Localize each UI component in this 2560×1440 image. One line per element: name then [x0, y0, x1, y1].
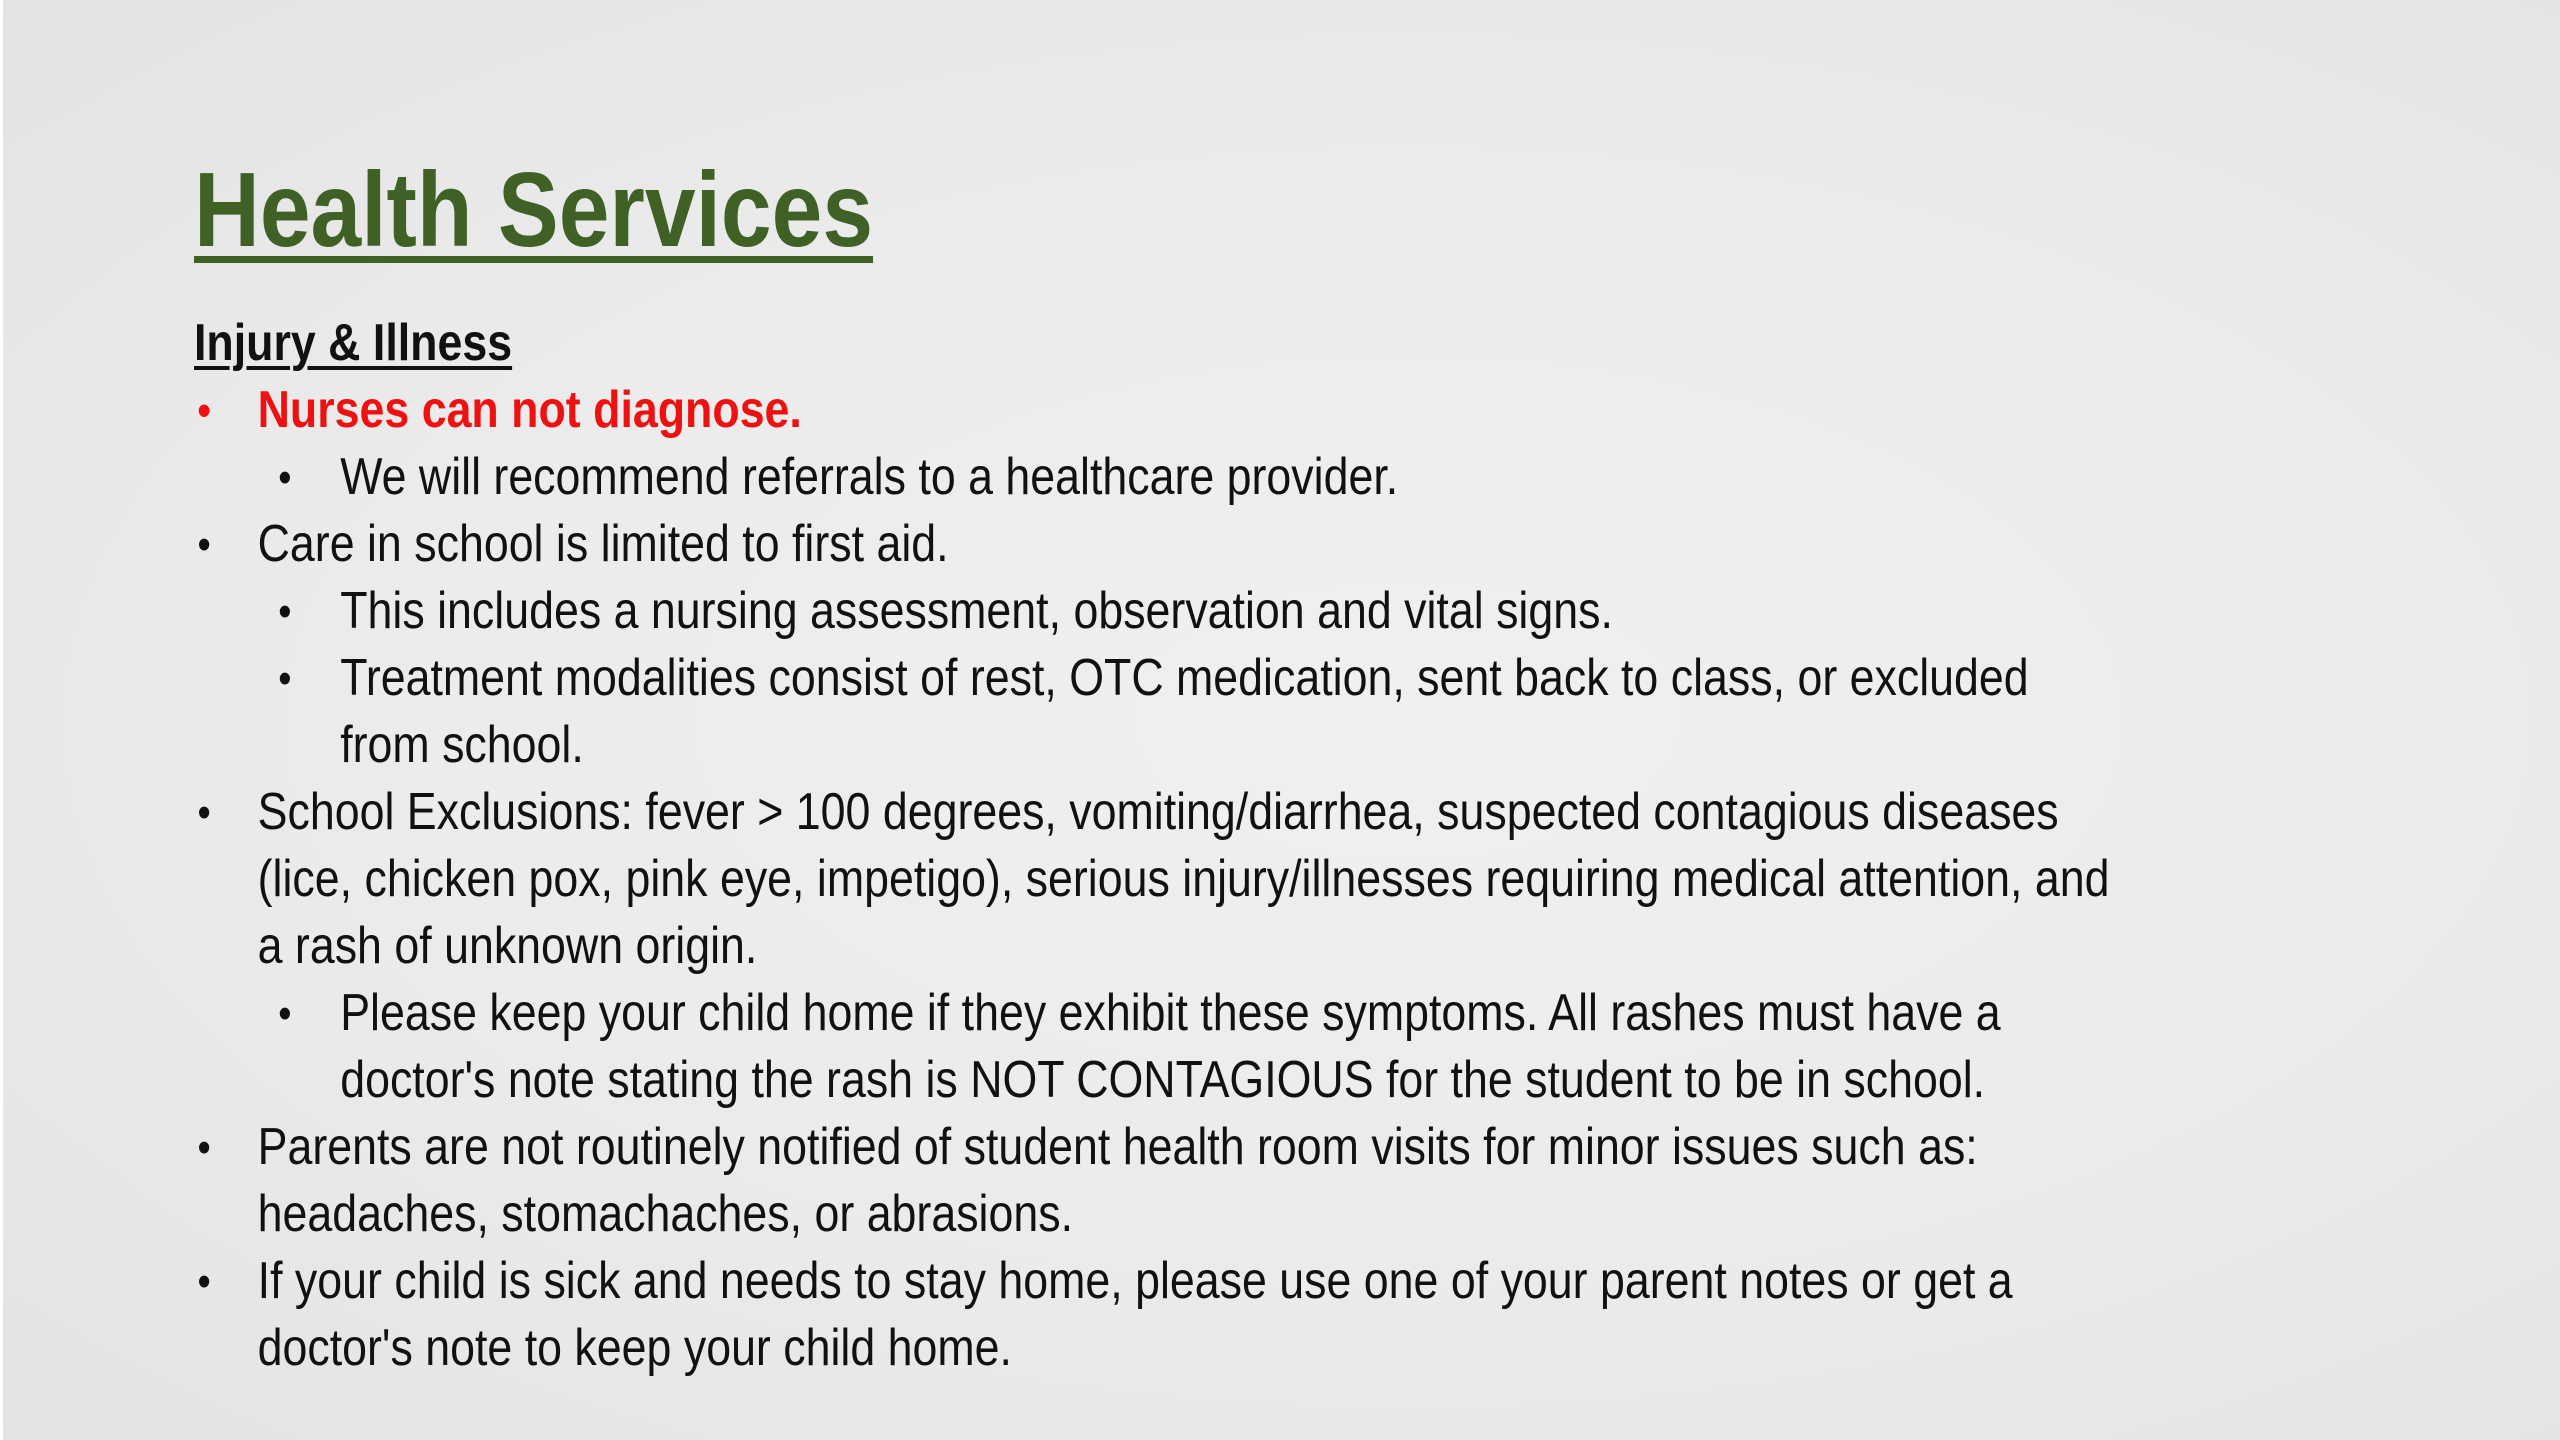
- sub-bullet-item-keep-child-home: [194, 980, 2120, 1114]
- bullet-text: Nurses can not diagnose.: [257, 381, 802, 439]
- sub-bullet-item-treatment: [194, 645, 2120, 779]
- bullet-item-sick-stay-home: [194, 1248, 2120, 1382]
- bullet-icon: •: [197, 788, 211, 837]
- bullet-icon: •: [278, 587, 292, 636]
- bullet-item-first-aid: [194, 511, 2120, 578]
- bullet-text: If your child is sick and needs to stay home, please use one of your parent notes or get a doctor's note to keep your child home.: [257, 1252, 2013, 1377]
- sub-bullet-item-assessment: [194, 578, 2120, 645]
- bullet-icon: •: [197, 1123, 211, 1172]
- bullet-text: Treatment modalities consist of rest, OTC medication, sent back to class, or excluded from school.: [340, 649, 2029, 774]
- bullet-text: School Exclusions: fever > 100 degrees, vomiting/diarrhea, suspected contagious diseases (lice, chicken pox, pink eye, impetigo), serious injury/illnesses requiring medical attention, and a rash of unknown origin.: [257, 783, 2110, 975]
- bullet-icon: •: [197, 386, 211, 435]
- bullet-icon: •: [197, 1257, 211, 1306]
- bullet-text: Please keep your child home if they exhibit these symptoms. All rashes must have a doctor's note stating the rash is NOT CONTAGIOUS for the student to be in school.: [340, 984, 2001, 1109]
- slide-left-edge: [0, 0, 3, 1440]
- bullet-text: We will recommend referrals to a healthcare provider.: [340, 448, 1399, 506]
- bullet-item-nurses-cannot-diagnose: [194, 377, 2120, 444]
- bullet-item-parent-notification: [194, 1114, 2120, 1248]
- slide-content: [194, 310, 2120, 1382]
- bullet-icon: •: [197, 520, 211, 569]
- bullet-text: Care in school is limited to first aid.: [257, 515, 949, 573]
- bullet-item-school-exclusions: [194, 779, 2120, 980]
- bullet-icon: •: [278, 654, 292, 703]
- sub-bullet-item-referrals: [194, 444, 2120, 511]
- section-heading: Injury & Illness: [194, 314, 513, 372]
- slide-title: Health Services: [194, 151, 874, 269]
- bullet-text: This includes a nursing assessment, observation and vital signs.: [340, 582, 1613, 640]
- bullet-icon: •: [278, 453, 292, 502]
- bullet-text: Parents are not routinely notified of student health room visits for minor issues such as: headaches, stomachaches, or abrasions.: [257, 1118, 1978, 1243]
- bullet-icon: •: [278, 989, 292, 1038]
